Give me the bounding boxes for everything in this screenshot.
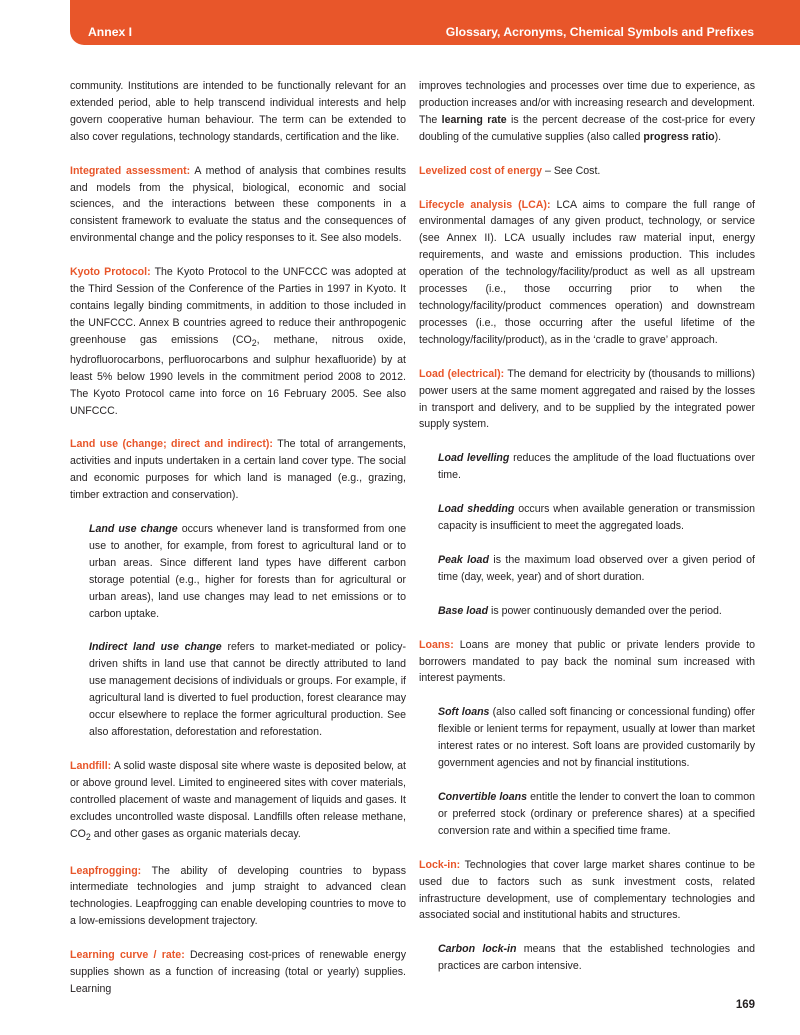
subentry-load-levelling: Load levelling reduces the amplitude of the load fluctuations over time. bbox=[438, 452, 755, 482]
term-soft-loans: Soft loans bbox=[438, 706, 490, 719]
entry-lock-in: Lock-in: Technologies that cover large market shares continue to be used due to factors such as sunk investment costs, related infrastructure development, use of complementary technologies and associated social and institutional habits and structures. bbox=[419, 858, 755, 922]
term-lifecycle-analysis: Lifecycle analysis (LCA): bbox=[419, 198, 551, 211]
section-title: Glossary, Acronyms, Chemical Symbols and Prefixes bbox=[445, 25, 754, 39]
left-column bbox=[70, 78, 406, 1015]
subentry-base-load: Base load is power continuously demanded over the period. bbox=[438, 604, 722, 617]
term-kyoto-protocol: Kyoto Protocol: bbox=[70, 266, 151, 279]
term-load-levelling: Load levelling bbox=[438, 452, 510, 465]
page-number: 169 bbox=[735, 999, 755, 1011]
entry-landfill: Landfill: A solid waste disposal site where waste is deposited below, at or above ground level. Limited to engineered sites with cover materials, controlled placement of waste and management of liquids and gases. It excludes uncontrolled waste disposal. Landfills often release methane, $CO_2$ and other gases as organic materials decay. bbox=[70, 759, 406, 842]
entry-kyoto-protocol: Kyoto Protocol: The Kyoto Protocol to the UNFCCC was adopted at the Third Session of the Conference of the Parties in 1997 in Kyoto. It contains legally binding commitments, in addition to those included in the UNFCCC. Annex B countries agreed to reduce their anthropogenic greenhouse gas emissions ($CO_2$, methane, nitrous oxide, hydrofluorocarbons, perfluorocarbons and sulphur hexafluoride) by at least 5% below 1990 levels in the commitment period 2008 to 2012. The Kyoto Protocol came into force on 16 February 2005. See also UNFCCC. bbox=[70, 266, 407, 417]
term-lock-in: Lock-in: bbox=[419, 858, 461, 871]
subentry-peak-load: Peak load is the maximum load observed over a given period of time (day, week, year) and of short duration. bbox=[438, 553, 755, 583]
term-integrated-assessment: Integrated assessment: bbox=[70, 164, 191, 177]
term-load-electrical: Load (electrical): bbox=[419, 367, 505, 380]
term-learning-rate: learning rate bbox=[441, 113, 507, 126]
subentry-soft-loans: Soft loans (also called soft financing or concessional funding) offer flexible or lenient terms for repayment, usually at lower than market interest rates or no interest. Soft loans are provided customarily by government agencies and not by financial institutions. bbox=[438, 706, 755, 770]
entry-land-use: Land use (change; direct and indirect): The total of arrangements, activities and inputs undertaken in a certain land cover type. The social and economic purposes for which land is managed (e.g., grazing, timber extraction and conservation). bbox=[70, 438, 407, 502]
term-carbon-lock-in: Carbon lock-in bbox=[438, 943, 517, 956]
entry-integrated-assessment: Integrated assessment: A method of analysis that combines results and models from the physical, biological, economic and social sciences, and the interactions between these components in a consistent framework to evaluate the status and the consequences of environmental change and the policy responses to it. See also models. bbox=[70, 164, 406, 245]
term-landfill: Landfill: bbox=[70, 759, 112, 772]
term-learning-curve: Learning curve / rate: bbox=[70, 949, 185, 962]
continued-paragraph: community. Institutions are intended to be functionally relevant for an extended period, able to help transcend individual interests and help govern cooperative human behaviour. The term can be extended to also cover regulations, technology standards, certification and the like. bbox=[70, 80, 406, 143]
page-header bbox=[70, 0, 800, 45]
term-indirect-land-use-change: Indirect land use change bbox=[89, 641, 222, 654]
term-convertible-loans: Convertible loans bbox=[438, 791, 528, 803]
right-column bbox=[419, 78, 755, 992]
subentry-indirect-land-use-change: Indirect land use change refers to market-mediated or policy-driven shifts in land use that cannot be directly attributed to land use management decisions of individuals or groups. For example, if agricultural land is diverted to fuel production, forest clearance may occur elsewhere to replace the former agricultural production. See also afforestation, deforestation and reforestation. bbox=[89, 641, 406, 739]
entry-lifecycle-analysis: Lifecycle analysis (LCA): LCA aims to compare the full range of environmental damages of any given product, technology, or service (see Annex II). LCA usually includes raw material input, energy requirements, and waste and emissions production. This includes operation of the technology/facility/product as well as all upstream processes (i.e., those occurring prior to when the technology/facility/product commences operation) and downstream processes (i.e., those occurring after the useful lifetime of the technology/facility/product), as in the ‘cradle to grave’ approach. bbox=[419, 198, 755, 346]
term-peak-load: Peak load bbox=[438, 553, 489, 566]
term-load-shedding: Load shedding bbox=[438, 503, 515, 516]
subentry-load-shedding: Load shedding occurs when available generation or transmission capacity is insufficient to meet the aggregated loads. bbox=[438, 503, 755, 533]
term-progress-ratio: progress ratio bbox=[643, 130, 715, 143]
learning-rate-continued: improves technologies and processes over time due to experience, as production increases and/or with increasing research and development. The learning rate is the percent decrease of the cost-price for every doubling of the cumulative supplies (also called progress ratio). bbox=[419, 80, 755, 143]
subentry-land-use-change: Land use change occurs whenever land is transformed from one use to another, for example, from forest to agricultural land or to urban areas. Since different land types have different carbon storage potential (e.g., higher for forests than for agricultural or urban areas), land use changes may lead to net emissions or to carbon uptake. bbox=[89, 523, 406, 620]
term-land-use-change: Land use change bbox=[89, 523, 178, 536]
annex-label: Annex I bbox=[88, 25, 133, 39]
subentry-convertible-loans: Convertible loans entitle the lender to convert the loan to common or preferred stock (ordinary or preference shares) at a specified conversion rate and within a specified time frame. bbox=[438, 791, 756, 837]
entry-levelized-cost: Levelized cost of energy – See Cost. bbox=[419, 164, 601, 177]
term-levelized-cost: Levelized cost of energy bbox=[419, 164, 543, 177]
entry-load-electrical: Load (electrical): The demand for electricity by (thousands to millions) power users at the same moment aggregated and raised by the losses in transport and delivery, and to be supplied by the integrated power supply system. bbox=[419, 367, 755, 431]
term-base-load: Base load bbox=[438, 604, 489, 617]
term-loans: Loans: bbox=[419, 638, 454, 651]
entry-loans: Loans: Loans are money that public or private lenders provide to borrowers mandated to pay back the nominal sum increased with interest payments. bbox=[419, 638, 755, 685]
entry-leapfrogging: Leapfrogging: The ability of developing countries to bypass intermediate technologies and jump straight to advanced clean technologies. Leapfrogging can enable developing countries to move to a low-emissions development trajectory. bbox=[70, 864, 406, 928]
term-land-use: Land use (change; direct and indirect): bbox=[70, 438, 273, 451]
term-leapfrogging: Leapfrogging: bbox=[70, 864, 142, 877]
entry-learning-curve: Learning curve / rate: Decreasing cost-prices of renewable energy supplies shown as a function of increasing (total or yearly) supplies. Learning bbox=[70, 949, 406, 995]
subentry-carbon-lock-in: Carbon lock-in means that the established technologies and practices are carbon intensive. bbox=[438, 943, 755, 973]
